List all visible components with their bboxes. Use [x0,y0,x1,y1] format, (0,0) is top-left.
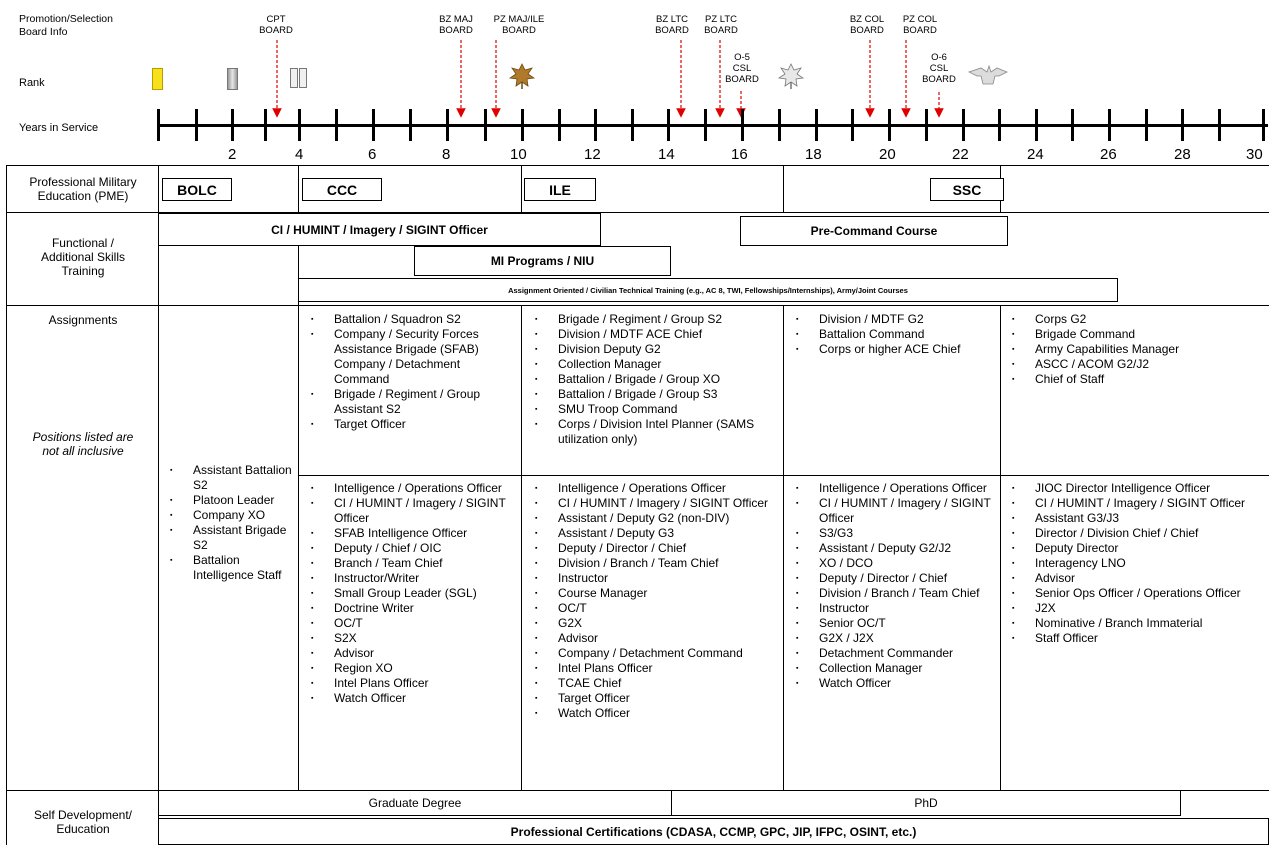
self-development-section-label: Self Development/ Education [33,808,133,836]
year-label: 8 [442,146,451,163]
assignment-oriented-training-box: Assignment Oriented / Civilian Technical Training (e.g., AC 8, TWI, Fellowships/Internships), Army/Joint Courses [298,278,1118,302]
list-item: ▪ Army Capabilities Manager [1012,342,1266,357]
list-item: ▪ Division / MDTF ACE Chief [535,327,780,342]
list-item: ▪ TCAE Chief [535,676,780,691]
list-item: ▪ Director / Division Chief / Chief [1012,526,1266,541]
list-item: ▪ Target Officer [311,417,517,432]
list-item: ▪ Intelligence / Operations Officer [311,481,517,496]
list-item: ▪ Corps G2 [1012,312,1266,327]
list-item: ▪ ASCC / ACOM G2/J2 [1012,357,1266,372]
assignments-section-label: Assignments [48,313,118,327]
list-item: ▪ Assistant / Deputy G2/J2 [796,541,998,556]
maj-key-assignments-list [535,312,780,447]
ltc-developmental-assignments-list [796,481,998,691]
maj-developmental-assignments-list [535,481,780,721]
list-item: ▪ Senior Ops Officer / Operations Officer [1012,586,1266,601]
list-item: ▪ S2X [311,631,517,646]
pz-col-board-label: PZ COL BOARD [902,14,938,36]
bolc-box: BOLC [162,178,232,201]
year-label: 22 [952,146,969,163]
list-item: ▪ CI / HUMINT / Imagery / SIGINT Officer [535,496,780,511]
list-item: ▪ Assistant Brigade S2 [170,523,296,553]
year-label: 26 [1100,146,1117,163]
functional-training-section-label: Functional / Additional Skills Training [40,236,126,278]
list-item: ▪ Assistant / Deputy G2 (non-DIV) [535,511,780,526]
year-label: 4 [295,146,304,163]
mi-programs-box: MI Programs / NIU [414,246,671,276]
list-item: ▪ Collection Manager [796,661,998,676]
cpt-developmental-assignments-list [311,481,517,706]
list-item: ▪ OC/T [311,616,517,631]
list-item: ▪ Brigade / Regiment / Group S2 [535,312,780,327]
list-item: ▪ Deputy / Director / Chief [535,541,780,556]
list-item: ▪ Watch Officer [796,676,998,691]
list-item: ▪ Intel Plans Officer [535,661,780,676]
year-label: 18 [805,146,822,163]
list-item: ▪ Corps or higher ACE Chief [796,342,998,357]
list-item: ▪ Company / Security Forces Assistance Brigade (SFAB) Company / Detachment Command [311,327,517,387]
pme-section-label: Professional Military Education (PME) [29,175,137,203]
col-developmental-assignments-list [1012,481,1266,646]
list-item: ▪ Senior OC/T [796,616,998,631]
list-item: ▪ Deputy / Director / Chief [796,571,998,586]
list-item: ▪ OC/T [535,601,780,616]
year-label: 10 [510,146,527,163]
list-item: ▪ Region XO [311,661,517,676]
list-item: ▪ SFAB Intelligence Officer [311,526,517,541]
pz-ltc-board-label: PZ LTC BOARD [704,14,738,36]
board-info-label: Promotion/Selection Board Info [19,13,113,38]
list-item: ▪ Assistant Battalion S2 [170,463,296,493]
ltc-key-assignments-list [796,312,998,357]
list-item: ▪ Brigade Command [1012,327,1266,342]
list-item: ▪ G2X / J2X [796,631,998,646]
list-item: ▪ Division / MDTF G2 [796,312,998,327]
list-item: ▪ Course Manager [535,586,780,601]
lt-assignments-list [170,463,296,583]
year-label: 16 [731,146,748,163]
cpt-key-assignments-list [311,312,517,432]
list-item: ▪ Battalion Intelligence Staff [170,553,296,583]
list-item: ▪ Brigade / Regiment / Group Assistant S2 [311,387,517,417]
list-item: ▪ SMU Troop Command [535,402,780,417]
year-label: 14 [658,146,675,163]
ccc-box: CCC [302,178,382,201]
list-item: ▪ Intel Plans Officer [311,676,517,691]
list-item: ▪ Watch Officer [535,706,780,721]
list-item: ▪ Detachment Commander [796,646,998,661]
ssc-box: SSC [930,178,1004,201]
list-item: ▪ Deputy Director [1012,541,1266,556]
rank-label: Rank [19,77,45,89]
list-item: ▪ Watch Officer [311,691,517,706]
list-item: ▪ Intelligence / Operations Officer [535,481,780,496]
bz-maj-board-label: BZ MAJ BOARD [439,14,473,36]
list-item: ▪ G2X [535,616,780,631]
year-label: 12 [584,146,601,163]
list-item: ▪ CI / HUMINT / Imagery / SIGINT Officer [1012,496,1266,511]
list-item: ▪ Division Deputy G2 [535,342,780,357]
list-item: ▪ JIOC Director Intelligence Officer [1012,481,1266,496]
graduate-degree-box: Graduate Degree [158,790,672,816]
o6-csl-board-label: O-6 CSL BOARD [922,52,956,85]
list-item: ▪ J2X [1012,601,1266,616]
list-item: ▪ Advisor [535,631,780,646]
list-item: ▪ Company / Detachment Command [535,646,780,661]
list-item: ▪ CI / HUMINT / Imagery / SIGINT Officer [796,496,998,526]
years-in-service-label: Years in Service [19,122,99,134]
list-item: ▪ Instructor/Writer [311,571,517,586]
list-item: ▪ Instructor [535,571,780,586]
bz-col-board-label: BZ COL BOARD [849,14,885,36]
list-item: ▪ Division / Branch / Team Chief [535,556,780,571]
list-item: ▪ Assistant / Deputy G3 [535,526,780,541]
list-item: ▪ Corps / Division Intel Planner (SAMS utilization only) [535,417,780,447]
list-item: ▪ Advisor [1012,571,1266,586]
professional-certifications-box: Professional Certifications (CDASA, CCMP, GPC, JIP, IFPC, OSINT, etc.) [158,818,1269,845]
list-item: ▪ Battalion Command [796,327,998,342]
year-label: 28 [1174,146,1191,163]
list-item: ▪ CI / HUMINT / Imagery / SIGINT Officer [311,496,517,526]
list-item: ▪ Doctrine Writer [311,601,517,616]
list-item: ▪ Instructor [796,601,998,616]
list-item: ▪ Platoon Leader [170,493,296,508]
phd-box: PhD [671,790,1181,816]
assignments-note: Positions listed are not all inclusive [32,430,134,458]
list-item: ▪ Intelligence / Operations Officer [796,481,998,496]
col-key-assignments-list [1012,312,1266,387]
list-item: ▪ Target Officer [535,691,780,706]
list-item: ▪ Collection Manager [535,357,780,372]
list-item: ▪ Nominative / Branch Immaterial [1012,616,1266,631]
list-item: ▪ Advisor [311,646,517,661]
list-item: ▪ Staff Officer [1012,631,1266,646]
list-item: ▪ Battalion / Squadron S2 [311,312,517,327]
year-label: 30 [1246,146,1263,163]
list-item: ▪ Branch / Team Chief [311,556,517,571]
list-item: ▪ Battalion / Brigade / Group S3 [535,387,780,402]
list-item: ▪ Division / Branch / Team Chief [796,586,998,601]
cpt-board-label: CPT BOARD [259,14,293,36]
list-item: ▪ S3/G3 [796,526,998,541]
list-item: ▪ Chief of Staff [1012,372,1266,387]
o5-csl-board-label: O-5 CSL BOARD [725,52,759,85]
list-item: ▪ Battalion / Brigade / Group XO [535,372,780,387]
pz-maj-board-label: PZ MAJ/ILE BOARD [493,14,545,36]
year-label: 20 [879,146,896,163]
list-item: ▪ Deputy / Chief / OIC [311,541,517,556]
bz-ltc-board-label: BZ LTC BOARD [655,14,689,36]
list-item: ▪ Company XO [170,508,296,523]
pre-command-course-box: Pre-Command Course [740,216,1008,246]
list-item: ▪ XO / DCO [796,556,998,571]
ile-box: ILE [524,178,596,201]
list-item: ▪ Small Group Leader (SGL) [311,586,517,601]
year-label: 6 [368,146,377,163]
year-label: 2 [228,146,237,163]
year-label: 24 [1027,146,1044,163]
list-item: ▪ Assistant G3/J3 [1012,511,1266,526]
list-item: ▪ Interagency LNO [1012,556,1266,571]
ci-humint-training-box: CI / HUMINT / Imagery / SIGINT Officer [158,213,601,246]
